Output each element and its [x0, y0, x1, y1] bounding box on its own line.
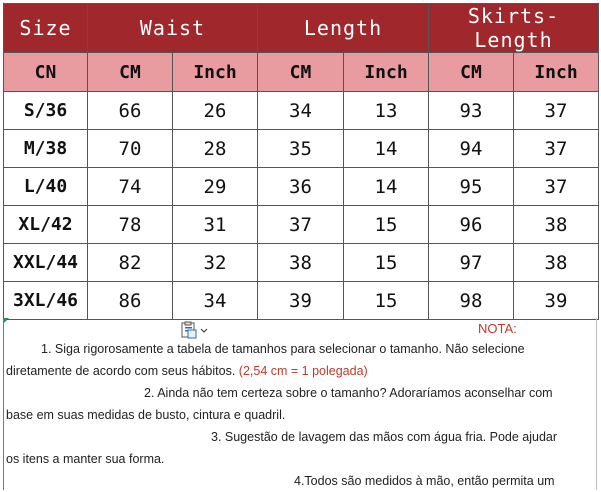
- table-cell: 31: [173, 206, 258, 244]
- table-cell: 15: [344, 282, 429, 320]
- header-length-cm: CM: [258, 53, 344, 92]
- note-line-4: base em suas medidas de busto, cintura e quadril.: [6, 408, 286, 422]
- table-cell: 38: [514, 244, 599, 282]
- table-cell: 37: [514, 92, 599, 130]
- table-cell: 37: [258, 206, 344, 244]
- table-row: [4, 282, 599, 320]
- table-cell: 37: [514, 130, 599, 168]
- table-row: [4, 244, 599, 282]
- header-skirts-length: Skirts-Length: [429, 4, 599, 53]
- header-waist-inch: Inch: [173, 53, 258, 92]
- header-waist: Waist: [88, 4, 258, 53]
- table-cell: 34: [173, 282, 258, 320]
- table-row: [4, 130, 599, 168]
- cell-marker: [4, 318, 9, 323]
- table-row: [4, 206, 599, 244]
- conversion-note: (2,54 cm = 1 polegada): [238, 364, 368, 378]
- size-cell: XL/42: [4, 206, 88, 244]
- header-waist-cm: CM: [88, 53, 173, 92]
- size-cell: 3XL/46: [4, 282, 88, 320]
- table-cell: 74: [88, 168, 173, 206]
- table-cell: 38: [258, 244, 344, 282]
- note-line-6: os itens a manter sua forma.: [6, 452, 165, 466]
- table-cell: 78: [88, 206, 173, 244]
- table-cell: 15: [344, 244, 429, 282]
- table-cell: 38: [514, 206, 599, 244]
- note-line-2-text: diretamente de acordo com seus hábitos.: [6, 364, 239, 378]
- table-row: [4, 168, 599, 206]
- size-cell: M/38: [4, 130, 88, 168]
- note-line-7: 4.Todos são medidos à mão, então permita um: [294, 474, 555, 488]
- table-cell: 37: [514, 168, 599, 206]
- table-cell: 94: [429, 130, 514, 168]
- paste-options-icon: [179, 321, 211, 341]
- table-cell: 95: [429, 168, 514, 206]
- table-cell: 96: [429, 206, 514, 244]
- table-cell: 70: [88, 130, 173, 168]
- table-cell: 26: [173, 92, 258, 130]
- table-cell: 13: [344, 92, 429, 130]
- notes-box: [3, 318, 597, 490]
- table-cell: 35: [258, 130, 344, 168]
- table-cell: 82: [88, 244, 173, 282]
- table-row: [4, 92, 599, 130]
- size-cell: L/40: [4, 168, 88, 206]
- table-cell: 32: [173, 244, 258, 282]
- header-skirts-inch: Inch: [514, 53, 599, 92]
- header-size: Size: [4, 4, 88, 53]
- table-cell: 36: [258, 168, 344, 206]
- table-cell: 28: [173, 130, 258, 168]
- header-length: Length: [258, 4, 429, 53]
- table-cell: 15: [344, 206, 429, 244]
- table-cell: 14: [344, 130, 429, 168]
- size-chart-table: [3, 3, 599, 320]
- note-line-3: 2. Ainda não tem certeza sobre o tamanho? Adoraríamos aconselhar com: [144, 386, 553, 400]
- table-cell: 29: [173, 168, 258, 206]
- table-cell: 98: [429, 282, 514, 320]
- table-cell: 34: [258, 92, 344, 130]
- header-length-inch: Inch: [344, 53, 429, 92]
- table-cell: 14: [344, 168, 429, 206]
- header-skirts-cm: CM: [429, 53, 514, 92]
- table-cell: 93: [429, 92, 514, 130]
- table-cell: 86: [88, 282, 173, 320]
- paste-options-button[interactable]: [179, 321, 211, 341]
- table-cell: 66: [88, 92, 173, 130]
- size-cell: S/36: [4, 92, 88, 130]
- note-line-5: 3. Sugestão de lavagem das mãos com água fria. Pode ajudar: [211, 430, 558, 444]
- header-row-units: [4, 53, 599, 92]
- table-cell: 39: [258, 282, 344, 320]
- table-cell: 97: [429, 244, 514, 282]
- header-row-groups: [4, 4, 599, 53]
- note-line-2: [6, 364, 368, 378]
- size-cell: XXL/44: [4, 244, 88, 282]
- table-cell: 39: [514, 282, 599, 320]
- nota-title: NOTA:: [478, 321, 517, 336]
- header-cn: CN: [4, 53, 88, 92]
- note-line-1: 1. Siga rigorosamente a tabela de tamanhos para selecionar o tamanho. Não selecione: [41, 342, 525, 356]
